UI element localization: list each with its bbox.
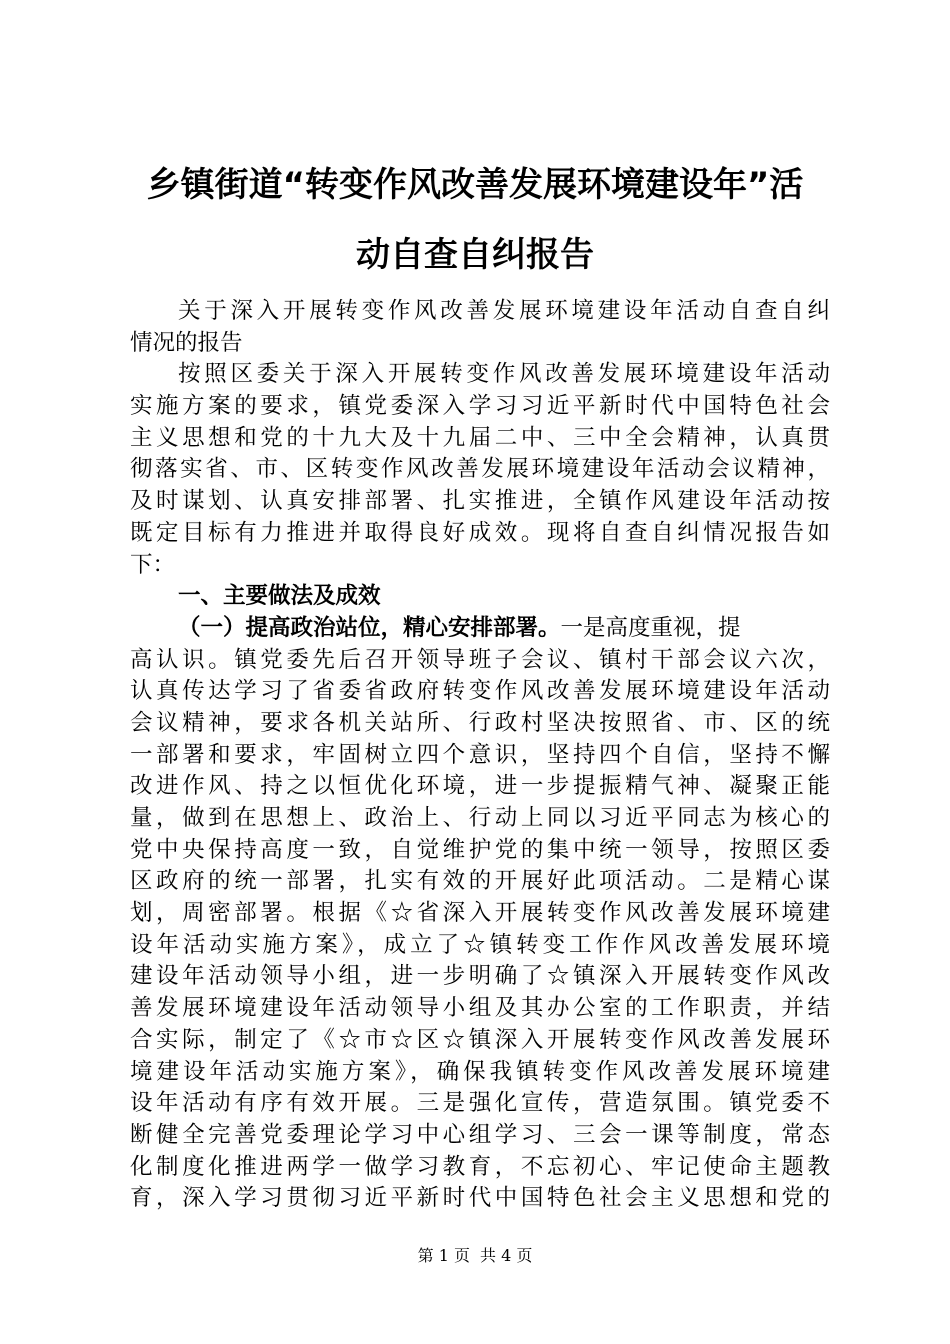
body-line: 设年活动实施方案》，成立了☆镇转变工作作风改善发展环境 — [130, 931, 830, 958]
section-heading: 一、主要做法及成效 — [178, 583, 381, 610]
body-line: 化制度化推进两学一做学习教育，不忘初心、牢记使命主题教 — [130, 1153, 830, 1180]
body-line: 改进作风、持之以恒优化环境，进一步提振精气神、凝聚正能 — [130, 773, 830, 800]
body-line-tail: 一是高度重视，提 — [560, 614, 741, 641]
page-footer — [0, 1244, 950, 1268]
body-line: 划，周密部署。根据《☆省深入开展转变作风改善发展环境建 — [130, 900, 830, 927]
body-line-mixed — [130, 613, 830, 645]
body-line: 高认识。镇党委先后召开领导班子会议、镇村干部会议六次， — [130, 646, 830, 673]
body-line: 设年活动有序有效开展。三是强化宣传，营造氛围。镇党委不 — [130, 1090, 830, 1117]
body-line: 下： — [130, 551, 176, 578]
body-line: 区政府的统一部署，扎实有效的开展好此项活动。二是精心谋 — [130, 868, 830, 895]
document-title-line-2: 动自查自纠报告 — [356, 235, 594, 275]
body-line: 实施方案的要求，镇党委深入学习习近平新时代中国特色社会 — [130, 393, 830, 420]
body-line: 情况的报告 — [130, 329, 243, 356]
body-line: 合实际，制定了《☆市☆区☆镇深入开展转变作风改善发展环 — [130, 1026, 830, 1053]
body-line: 关于深入开展转变作风改善发展环境建设年活动自查自纠 — [178, 298, 830, 324]
body-line: 彻落实省、市、区转变作风改善发展环境建设年活动会议精神， — [130, 456, 830, 483]
body-line: 党中央保持高度一致，自觉维护党的集中统一领导，按照区委 — [130, 836, 830, 863]
subsection-heading: （一）提高政治站位，精心安排部署。 — [178, 614, 561, 641]
body-line: 按照区委关于深入开展转变作风改善发展环境建设年活动 — [178, 361, 830, 388]
page-number: 第 1 页 — [417, 1246, 470, 1265]
body-line: 量，做到在思想上、政治上、行动上同以习近平同志为核心的 — [130, 805, 830, 831]
body-line: 善发展环境建设年活动领导小组及其办公室的工作职责，并结 — [130, 995, 830, 1022]
body-line: 断健全完善党委理论学习中心组学习、三会一课等制度，常态 — [130, 1121, 830, 1148]
body-line: 及时谋划、认真安排部署、扎实推进，全镇作风建设年活动按 — [130, 488, 830, 515]
body-line: 建设年活动领导小组，进一步明确了☆镇深入开展转变作风改 — [130, 963, 830, 990]
document-body — [130, 296, 830, 1215]
body-line: 认真传达学习了省委省政府转变作风改善发展环境建设年活动 — [130, 678, 830, 705]
body-line: 境建设年活动实施方案》，确保我镇转变作风改善发展环境建 — [130, 1058, 830, 1085]
document-title-line-1: 乡镇街道“转变作风改善发展环境建设年”活 — [146, 165, 804, 205]
body-line: 主义思想和党的十九大及十九届二中、三中全会精神，认真贯 — [130, 424, 830, 451]
body-line: 既定目标有力推进并取得良好成效。现将自查自纠情况报告如 — [130, 519, 830, 546]
body-line: 一部署和要求，牢固树立四个意识，坚持四个自信，坚持不懈 — [130, 741, 830, 768]
body-line: 会议精神，要求各机关站所、行政村坚决按照省、市、区的统 — [130, 709, 830, 736]
body-line: 育，深入学习贯彻习近平新时代中国特色社会主义思想和党的 — [130, 1185, 830, 1212]
page-count: 共 4 页 — [480, 1246, 533, 1265]
